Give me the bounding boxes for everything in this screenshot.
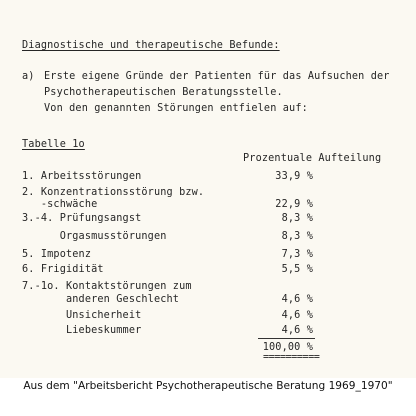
table-row-label: 1. Arbeitsstörungen: [22, 171, 142, 182]
table-row-value: 33,9 %: [275, 171, 313, 182]
section-heading: Diagnostische und therapeutische Befunde:: [22, 40, 280, 51]
double-underline: ==========: [263, 352, 320, 363]
table-row-label: 3.-4. Prüfungsangst: [22, 213, 142, 224]
table-row-value: 8,3 %: [281, 231, 313, 242]
table-row-label: 6. Frigidität: [22, 264, 104, 275]
table-row-label: 7.-1o. Kontaktstörungen zum: [22, 281, 192, 292]
table-row-value: 4,6 %: [281, 325, 313, 336]
image-caption: Aus dem "Arbeitsbericht Psychotherapeutische Beratung 1969_1970": [23, 380, 393, 392]
table-row-label: Unsicherheit: [22, 310, 142, 321]
table-row-label: anderen Geschlecht: [22, 294, 180, 305]
table-row-label: -schwäche: [22, 199, 98, 210]
table-row-value: 5,5 %: [281, 264, 313, 275]
table-row-value: 4,6 %: [281, 310, 313, 321]
table-total: 100,00 %: [262, 342, 313, 353]
table-row-label: Orgasmusstörungen: [22, 231, 167, 242]
column-header: Prozentuale Aufteilung: [243, 153, 382, 164]
table-row-value: 7,3 %: [281, 249, 313, 260]
table-row-value: 4,6 %: [281, 294, 313, 305]
table-title: Tabelle 1o: [22, 139, 85, 150]
table-row-label: Liebeskummer: [22, 325, 142, 336]
intro-line-1: Erste eigene Gründe der Patienten für das Aufsuchen der: [44, 71, 390, 82]
intro-line-3: Von den genannten Störungen entfielen auf:: [44, 103, 308, 114]
sum-rule: [258, 338, 315, 339]
table-row-value: 22,9 %: [275, 199, 313, 210]
table-row-label: 5. Impotenz: [22, 249, 92, 260]
intro-marker: a): [22, 71, 35, 82]
table-row-label: 2. Konzentrationsstörung bzw.: [22, 187, 205, 198]
intro-line-2: Psychotherapeutischen Beratungsstelle.: [44, 87, 283, 98]
table-row-value: 8,3 %: [281, 213, 313, 224]
